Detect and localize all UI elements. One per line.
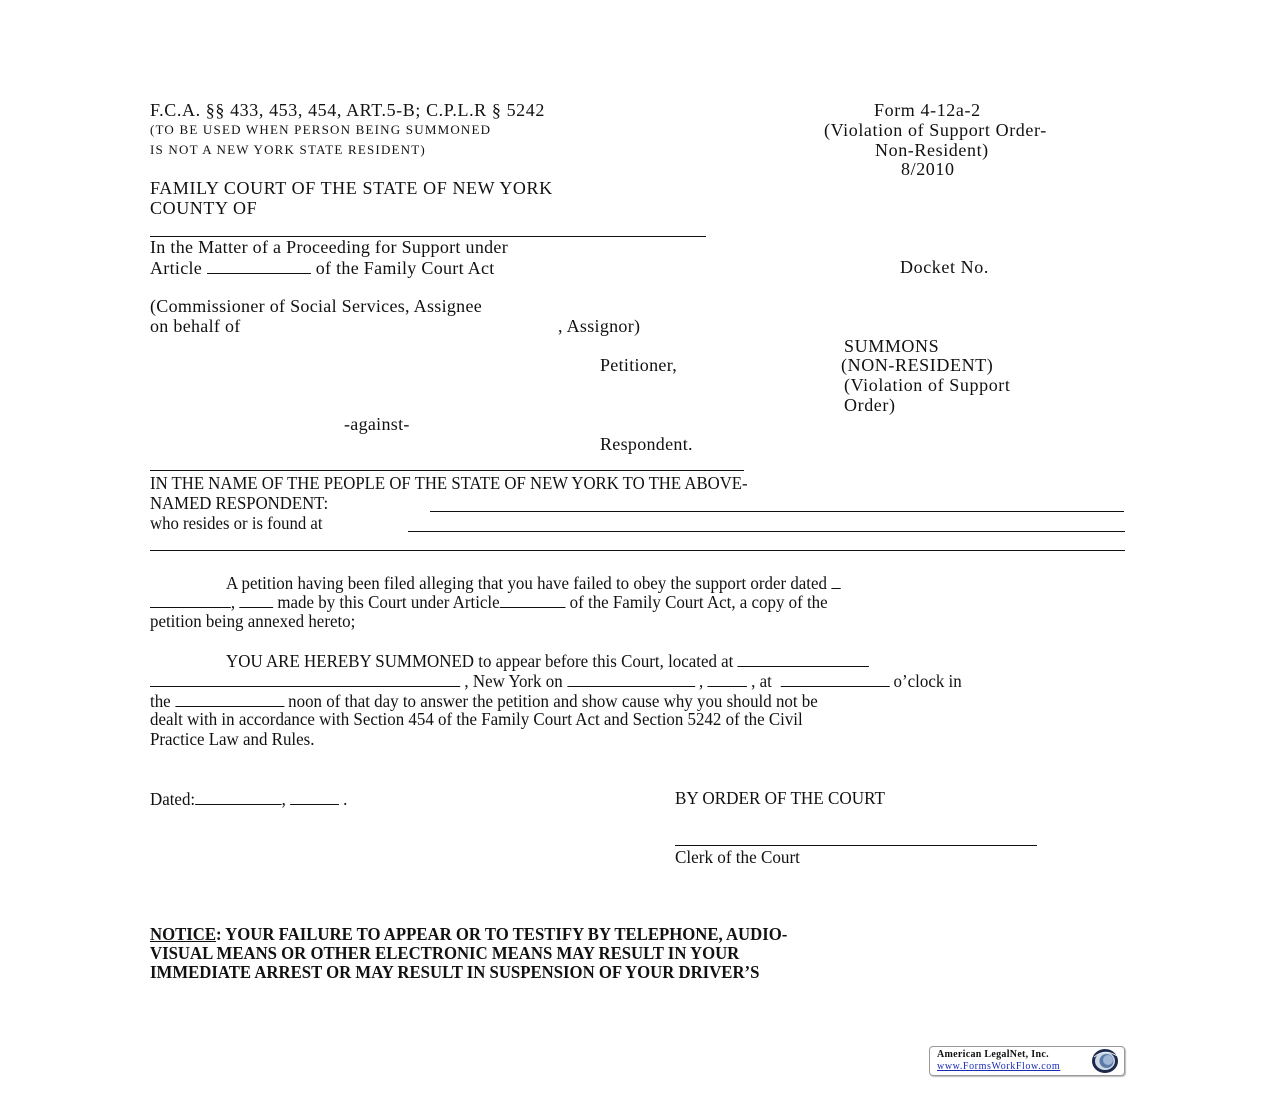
- comma: ,: [698, 671, 704, 691]
- court-location-field[interactable]: [738, 650, 870, 667]
- dated-label: Dated:: [150, 789, 196, 809]
- order-month-day-field[interactable]: [150, 591, 231, 608]
- notice-text1: : YOUR FAILURE TO APPEAR OR TO TESTIFY BY TELEPHONE, AUDIO-: [216, 924, 788, 944]
- on-behalf-of-label: on behalf of: [150, 316, 241, 336]
- usage-note-line1: (TO BE USED WHEN PERSON BEING SUMMONED: [150, 122, 492, 137]
- document-subtitle-order: Order): [844, 395, 896, 415]
- resides-label: who resides or is found at: [150, 513, 323, 533]
- article-label: Article: [150, 258, 203, 278]
- appearance-time-field[interactable]: [780, 670, 889, 687]
- respondent-address-field[interactable]: [408, 531, 1125, 532]
- notice-line3: IMMEDIATE ARREST OR MAY RESULT IN SUSPENSION OF YOUR DRIVER’S: [150, 962, 760, 982]
- petition-para-text1: A petition having been filed alleging that you have failed to obey the support order dated: [226, 573, 827, 593]
- family-court-act-label: of the Family Court Act: [315, 258, 495, 278]
- petition-para-line3: petition being annexed hereto;: [150, 611, 356, 631]
- the-label: the: [150, 691, 171, 711]
- clerk-signature-line[interactable]: [675, 845, 1037, 846]
- order-year-field[interactable]: [239, 591, 273, 608]
- appearance-date-field[interactable]: [567, 670, 695, 687]
- comma: ,: [230, 592, 236, 612]
- notice-line2: VISUAL MEANS OR OTHER ELECTRONIC MEANS MAY RESULT IN YOUR: [150, 943, 740, 963]
- county-label: COUNTY OF: [150, 198, 258, 218]
- american-legalnet-logo[interactable]: [929, 1046, 1125, 1076]
- respondent-label: Respondent.: [600, 434, 693, 454]
- dated-month-day-field[interactable]: [195, 788, 281, 805]
- form-description-line1: (Violation of Support Order-: [824, 120, 1047, 140]
- summons-para-text3: noon of that day to answer the petition and show cause why you should not be: [288, 691, 818, 711]
- form-description-line2: Non-Resident): [875, 140, 989, 160]
- notice-label: NOTICE: [150, 924, 217, 944]
- matter-line2: [150, 257, 495, 278]
- caption-divider: [150, 470, 744, 471]
- notice-line1: [150, 924, 787, 944]
- against-label: -against-: [344, 414, 410, 434]
- court-location-field-line2[interactable]: [150, 670, 460, 687]
- petition-para-text3: of the Family Court Act, a copy of the: [569, 592, 828, 612]
- summons-para-line1: [226, 650, 869, 671]
- new-york-on-label: , New York on: [464, 671, 563, 691]
- form-revision-date: 8/2010: [901, 159, 955, 179]
- article-number-field[interactable]: [207, 257, 311, 274]
- people-address-line1: IN THE NAME OF THE PEOPLE OF THE STATE OF NEW YORK TO THE ABOVE-: [150, 473, 748, 493]
- summons-para-text1: YOU ARE HEREBY SUMMONED to appear before this Court, located at: [226, 651, 734, 671]
- respondent-name-field[interactable]: [430, 511, 1124, 512]
- dated-line: [150, 788, 347, 809]
- dated-year-field[interactable]: [290, 788, 339, 805]
- statute-citation: F.C.A. §§ 433, 453, 454, ART.5-B; C.P.L.R § 5242: [150, 100, 545, 120]
- petition-para-line1: [226, 572, 841, 593]
- at-label: , at: [751, 671, 772, 691]
- by-order-label: BY ORDER OF THE COURT: [675, 788, 885, 808]
- oclock-label: o’clock in: [893, 671, 962, 691]
- respondent-address-field-line2[interactable]: [150, 550, 1125, 551]
- clerk-label: Clerk of the Court: [675, 847, 800, 867]
- comma: ,: [281, 789, 286, 809]
- summons-para-line5: Practice Law and Rules.: [150, 729, 315, 749]
- court-name: FAMILY COURT OF THE STATE OF NEW YORK: [150, 178, 553, 198]
- assignor-label: , Assignor): [558, 316, 641, 336]
- order-article-field[interactable]: [500, 591, 566, 608]
- docket-label: Docket No.: [900, 257, 989, 277]
- globe-icon: [1090, 1048, 1120, 1074]
- commissioner-line1: (Commissioner of Social Services, Assignee: [150, 296, 483, 316]
- petition-para-line2: [150, 591, 828, 612]
- order-date-field[interactable]: [831, 572, 840, 589]
- summons-para-line2: [150, 670, 962, 691]
- summons-para-line3: [150, 690, 818, 711]
- document-subtitle-nonresident: (NON-RESIDENT): [841, 355, 994, 375]
- document-title: SUMMONS: [844, 336, 940, 356]
- usage-note-line2: IS NOT A NEW YORK STATE RESIDENT): [150, 142, 426, 157]
- logo-website-link[interactable]: www.FormsWorkFlow.com: [937, 1061, 1061, 1072]
- before-after-noon-field[interactable]: [175, 690, 284, 707]
- petitioner-label: Petitioner,: [600, 355, 678, 375]
- appearance-year-field[interactable]: [707, 670, 746, 687]
- matter-line1: In the Matter of a Proceeding for Support under: [150, 237, 508, 257]
- logo-company-name: American LegalNet, Inc.: [937, 1049, 1049, 1060]
- summons-para-line4: dealt with in accordance with Section 454 of the Family Court Act and Section 5242 of the Civil: [150, 709, 803, 729]
- period: .: [343, 789, 348, 809]
- petition-para-text2: made by this Court under Article: [277, 592, 500, 612]
- named-respondent-label: NAMED RESPONDENT:: [150, 493, 329, 513]
- form-number: Form 4-12a-2: [874, 100, 981, 120]
- document-subtitle-violation: (Violation of Support: [844, 375, 1011, 395]
